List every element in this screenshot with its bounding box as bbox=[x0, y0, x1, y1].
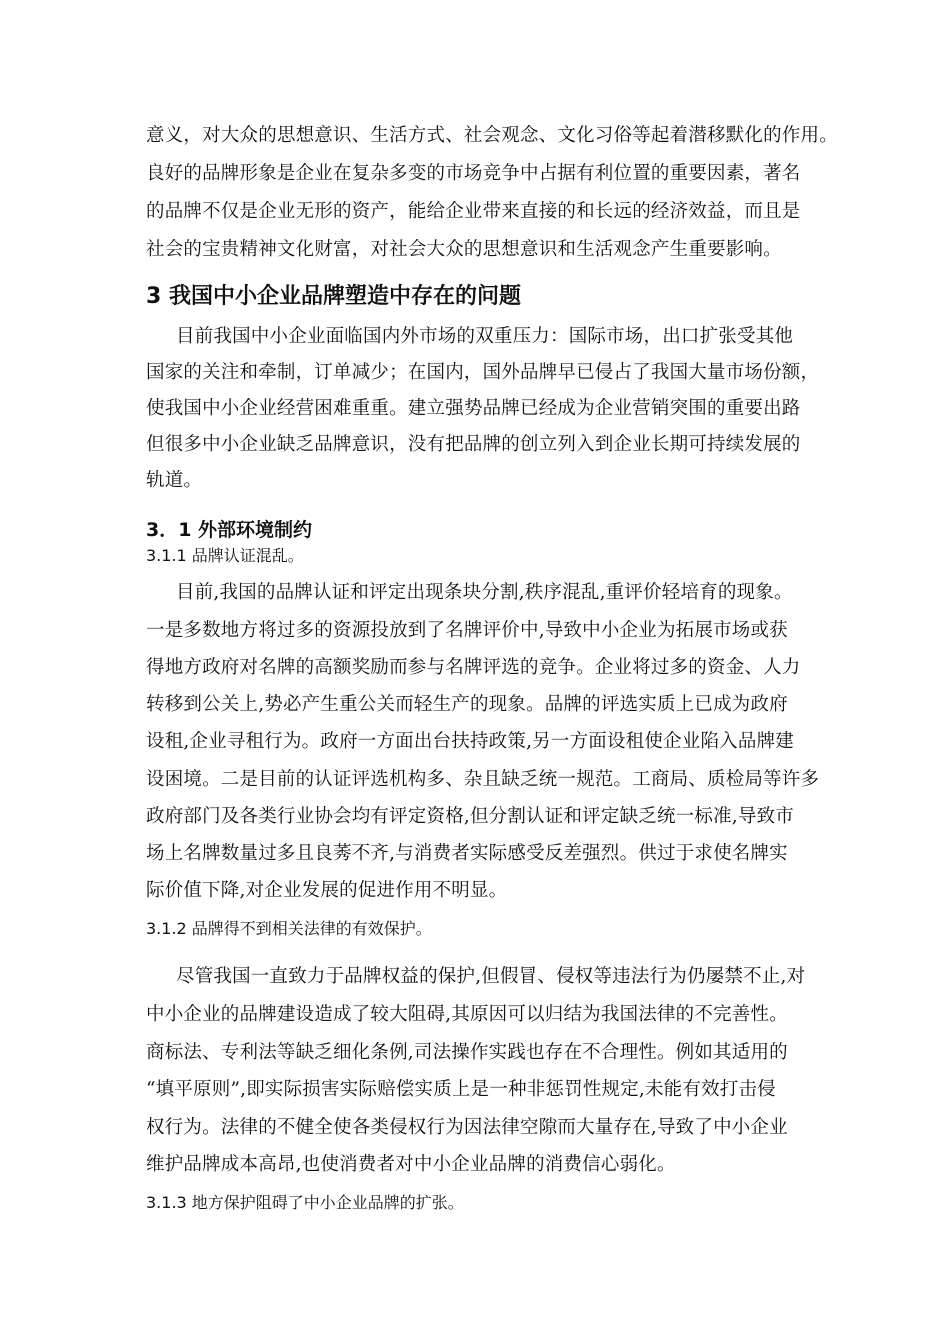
paragraph-line: 设困境。二是目前的认证评选机构多、杂且缺乏统一规范。工商局、质检局等许多 bbox=[146, 769, 820, 790]
paragraph-line: 目前,我国的品牌认证和评定出现条块分割,秩序混乱,重评价轻培育的现象。 bbox=[176, 582, 793, 603]
section-heading: 3 我国中小企业品牌塑造中存在的问题 bbox=[146, 284, 521, 309]
paragraph-line: 良好的品牌形象是企业在复杂多变的市场竞争中占据有利位置的重要因素，著名 bbox=[146, 163, 801, 184]
paragraph-line: 政府部门及各类行业协会均有评定资格,但分割认证和评定缺乏统一标准,导致市 bbox=[146, 806, 794, 827]
paragraph-line: 目前我国中小企业面临国内外市场的双重压力：国际市场，出口扩张受其他 bbox=[176, 326, 794, 347]
subsubsection-heading: 3.1.3 地方保护阻碍了中小企业品牌的扩张。 bbox=[146, 1193, 464, 1212]
paragraph-line: 转移到公关上,势必产生重公关而轻生产的现象。品牌的评选实质上已成为政府 bbox=[146, 694, 788, 715]
paragraph-line: 维护品牌成本高昂,也使消费者对中小企业品牌的消费信心弱化。 bbox=[146, 1154, 676, 1175]
subsubsection-heading: 3.1.1 品牌认证混乱。 bbox=[146, 546, 304, 565]
paragraph-line: 使我国中小企业经营困难重重。建立强势品牌已经成为企业营销突围的重要出路 bbox=[146, 398, 801, 419]
paragraph-line: 场上名牌数量过多且良莠不齐,与消费者实际感受反差强烈。供过于求使名牌实 bbox=[146, 843, 788, 864]
subsection-heading: 3．1 外部环境制约 bbox=[146, 519, 313, 541]
paragraph-line: 权行为。法律的不健全使各类侵权行为因法律空隙而大量存在,导致了中小企业 bbox=[146, 1117, 788, 1138]
paragraph-line: 轨道。 bbox=[146, 470, 203, 491]
paragraph-line: 国家的关注和牵制，订单减少；在国内，国外品牌早已侵占了我国大量市场份额， bbox=[146, 362, 820, 383]
paragraph-line: 得地方政府对名牌的高额奖励而参与名牌评选的竞争。企业将过多的资金、人力 bbox=[146, 657, 801, 678]
paragraph-line: 一是多数地方将过多的资源投放到了名牌评价中,导致中小企业为拓展市场或获 bbox=[146, 620, 788, 641]
paragraph-line: 但很多中小企业缺乏品牌意识，没有把品牌的创立列入到企业长期可持续发展的 bbox=[146, 434, 801, 455]
paragraph-line: 际价值下降,对企业发展的促进作用不明显。 bbox=[146, 880, 508, 901]
paragraph-line: 社会的宝贵精神文化财富，对社会大众的思想意识和生活观念产生重要影响。 bbox=[146, 239, 782, 260]
paragraph-line: 商标法、专利法等缺乏细化条例,司法操作实践也存在不合理性。例如其适用的 bbox=[146, 1042, 788, 1063]
paragraph-line: 中小企业的品牌建设造成了较大阻碍,其原因可以归结为我国法律的不完善性。 bbox=[146, 1004, 788, 1025]
subsubsection-heading: 3.1.2 品牌得不到相关法律的有效保护。 bbox=[146, 919, 432, 938]
paragraph-line: “填平原则”,即实际损害实际赔偿实质上是一种非惩罚性规定,未能有效打击侵 bbox=[146, 1079, 776, 1100]
paragraph-line: 意义，对大众的思想意识、生活方式、社会观念、文化习俗等起着潜移默化的作用。 bbox=[146, 125, 838, 146]
paragraph-line: 的品牌不仅是企业无形的资产，能给企业带来直接的和长远的经济效益，而且是 bbox=[146, 201, 801, 222]
paragraph-line: 设租,企业寻租行为。政府一方面出台扶持政策,另一方面设租使企业陷入品牌建 bbox=[146, 731, 794, 752]
paragraph-line: 尽管我国一直致力于品牌权益的保护,但假冒、侵权等违法行为仍屡禁不止,对 bbox=[176, 966, 806, 987]
